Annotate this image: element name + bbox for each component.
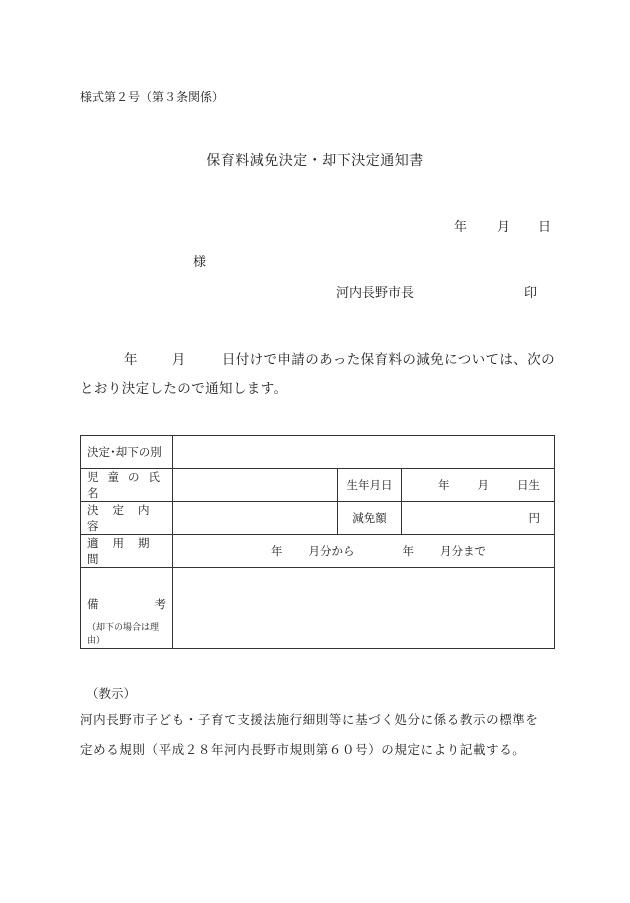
period-to-year: 年 [402, 544, 414, 558]
period-value [173, 535, 555, 568]
form-number: 様式第２号（第３条関係） [80, 90, 225, 104]
body-year-label: 年 [124, 352, 138, 368]
instruction-line-1: 河内長野市子ども・子育て支援法施行細則等に基づく処分に係る教示の標準を [80, 712, 539, 727]
period-to-month: 月分まで [440, 544, 486, 558]
body-line-1-text: 日付けで申請のあった保育料の減免については、次の [221, 352, 556, 368]
table-row-remarks [81, 568, 555, 649]
seal-mark: 印 [524, 286, 538, 301]
period-label: 適用期間 [81, 535, 173, 568]
date-day-label: 日 [538, 220, 552, 235]
decision-type-label: 決定･却下の別 [81, 436, 173, 469]
birthdate-label: 生年月日 [338, 469, 402, 502]
period-from-month: 月分から [308, 544, 355, 558]
date-year-label: 年 [454, 220, 468, 235]
decision-type-value [173, 436, 555, 469]
child-name-label: 児童の氏名 [81, 469, 173, 502]
body-line-2: とおり決定したので通知します。 [80, 381, 288, 397]
birthdate-value [402, 469, 555, 502]
decision-table [80, 435, 555, 649]
reduction-amount-label: 減免額 [338, 502, 402, 535]
remarks-label-cell [81, 568, 173, 649]
decision-content-label: 決定内容 [81, 502, 173, 535]
table-row-child-name [81, 469, 555, 502]
document-title: 保育料減免決定・却下決定通知書 [206, 153, 424, 169]
table-row-decision-type [81, 436, 555, 469]
reduction-amount-currency: 円 [402, 502, 555, 535]
remarks-value [173, 568, 555, 649]
birth-month-label: 月 [477, 478, 489, 492]
birth-day-label: 日生 [517, 478, 540, 492]
remarks-label-a: 備 [87, 597, 99, 611]
body-month-label: 月 [171, 352, 186, 368]
period-from-year: 年 [271, 544, 283, 558]
child-name-value [173, 469, 338, 502]
decision-content-value [173, 502, 338, 535]
remarks-note: （却下の場合は理由） [87, 623, 160, 646]
remarks-label-b: 考 [154, 597, 166, 611]
table-row-decision-content [81, 502, 555, 535]
body-line-1 [124, 348, 555, 368]
date-month-label: 月 [497, 220, 511, 235]
addressee-honorific: 様 [193, 255, 207, 270]
table-row-period [81, 535, 555, 568]
instruction-heading: （教示） [86, 686, 137, 701]
birth-year-label: 年 [438, 478, 450, 492]
instruction-line-2: 定める規則（平成２８年河内長野市規則第６０号）の規定により記載する。 [80, 742, 526, 757]
issuer-name: 河内長野市長 [336, 286, 415, 301]
